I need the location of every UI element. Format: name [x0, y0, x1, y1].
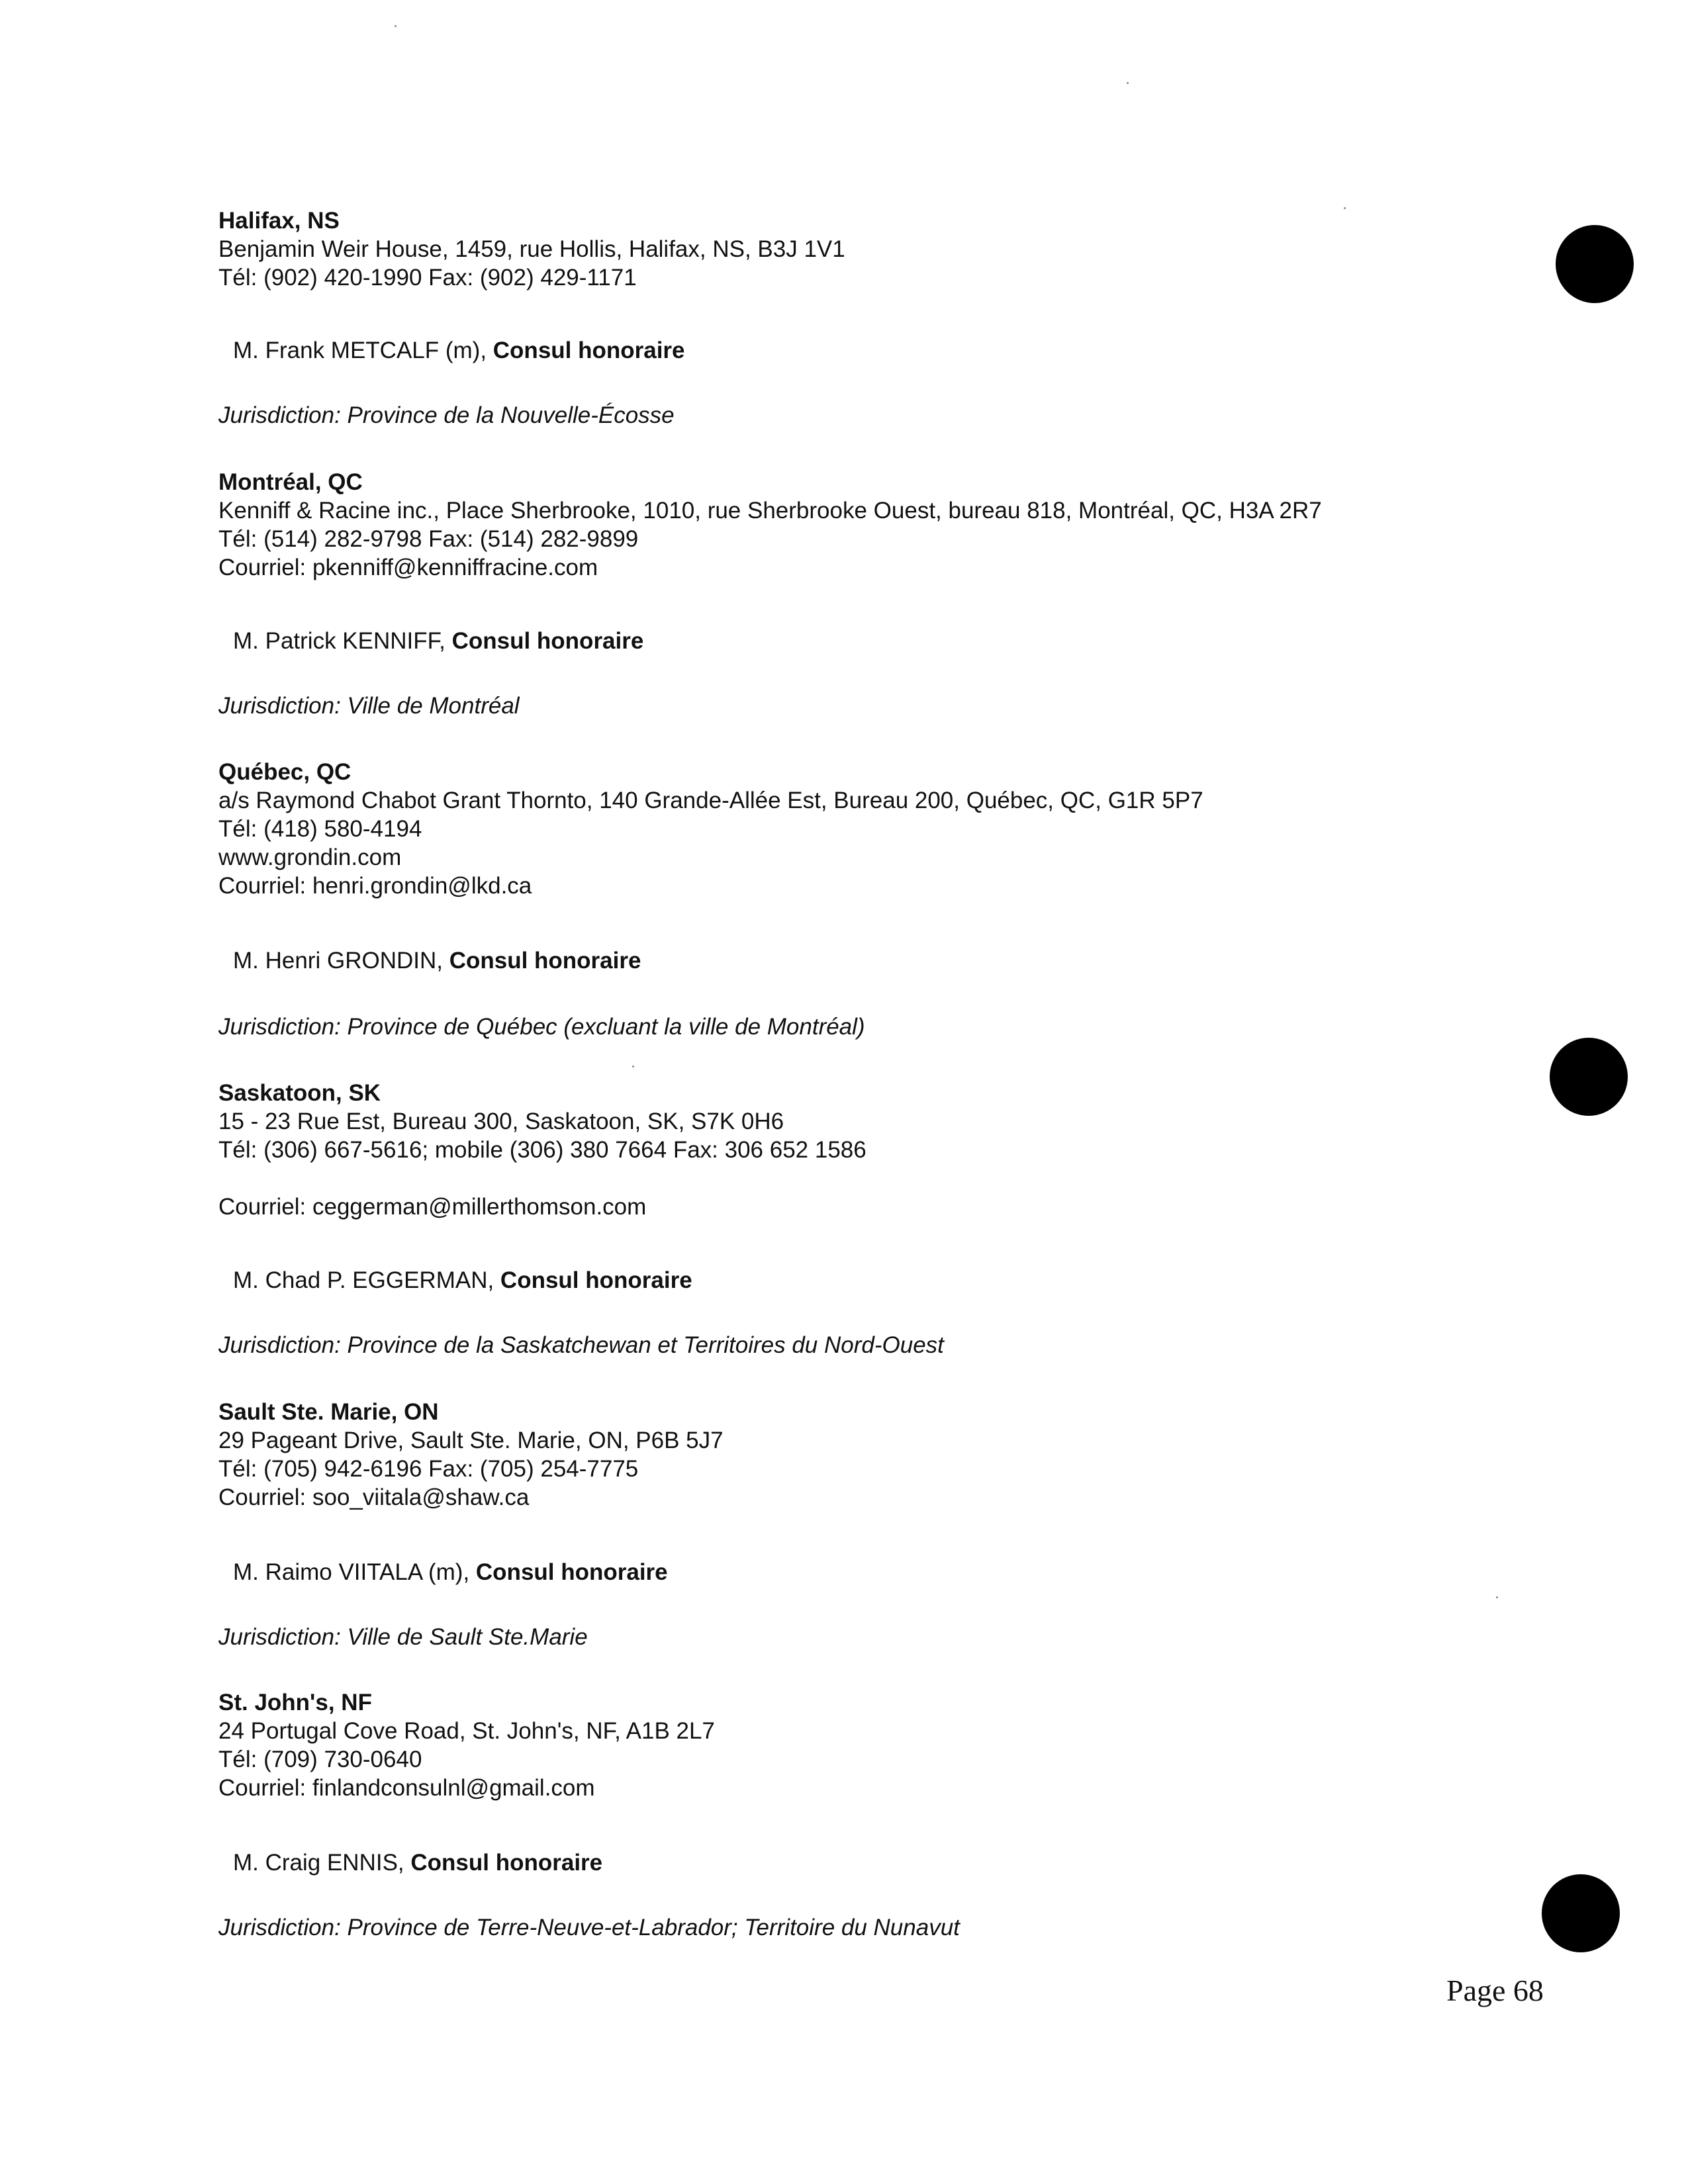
- city-heading: Halifax, NS: [218, 208, 340, 234]
- consul-name: M. Raimo VIITALA (m),: [233, 1559, 476, 1585]
- phone-line: Tél: (902) 420-1990 Fax: (902) 429-1171: [218, 265, 637, 291]
- consul-name: M. Henri GRONDIN,: [233, 948, 449, 974]
- consul-line: [233, 336, 685, 365]
- address-line: Kenniff & Racine inc., Place Sherbrooke, 1010, rue Sherbrooke Ouest, bureau 818, Montréal, QC, H3A 2R7: [218, 498, 1322, 523]
- city-heading: Saskatoon, SK: [218, 1080, 381, 1106]
- address-line: 24 Portugal Cove Road, St. John's, NF, A1B 2L7: [218, 1718, 715, 1744]
- phone-line: Tél: (306) 667-5616; mobile (306) 380 7664 Fax: 306 652 1586: [218, 1137, 867, 1163]
- scan-speck: [1127, 82, 1129, 84]
- entry-saskatoon: [218, 1079, 1476, 1221]
- phone-line: Tél: (418) 580-4194: [218, 816, 422, 842]
- consul-name: M. Frank METCALF (m),: [233, 338, 493, 363]
- email-line: Courriel: pkenniff@kenniffracine.com: [218, 555, 598, 580]
- jurisdiction-line: Jurisdiction: Province de Terre-Neuve-et-Labrador; Territoire du Nunavut: [218, 1915, 960, 1940]
- scan-speck: [632, 1066, 634, 1068]
- entry-st-johns: [218, 1688, 1476, 1802]
- city-heading: Montréal, QC: [218, 469, 363, 495]
- scan-speck: [395, 25, 397, 27]
- consul-name: M. Craig ENNIS,: [233, 1850, 411, 1876]
- blank-line: [218, 1164, 1476, 1193]
- address-line: 29 Pageant Drive, Sault Ste. Marie, ON, P6B 5J7: [218, 1428, 724, 1453]
- email-line: Courriel: ceggerman@millerthomson.com: [218, 1194, 647, 1220]
- page-number: Page 68: [1446, 1974, 1544, 2007]
- city-heading: Sault Ste. Marie, ON: [218, 1399, 439, 1425]
- phone-line: Tél: (709) 730-0640: [218, 1747, 422, 1772]
- consul-title: Consul honoraire: [475, 1559, 668, 1585]
- consul-line: [233, 1848, 602, 1877]
- consul-line: [233, 1558, 668, 1586]
- punch-hole: [1556, 225, 1634, 303]
- consul-title: Consul honoraire: [449, 948, 641, 974]
- entry-sault-ste-marie: [218, 1398, 1476, 1512]
- consul-title: Consul honoraire: [492, 338, 685, 363]
- jurisdiction-line: Jurisdiction: Province de la Nouvelle-Écosse: [218, 402, 675, 428]
- consul-title: Consul honoraire: [410, 1850, 603, 1876]
- punch-hole: [1550, 1038, 1628, 1116]
- consul-title: Consul honoraire: [500, 1267, 692, 1293]
- jurisdiction-line: Jurisdiction: Ville de Sault Ste.Marie: [218, 1624, 588, 1650]
- city-heading: St. John's, NF: [218, 1690, 372, 1715]
- scan-speck: [1496, 1596, 1498, 1598]
- entry-montreal: [218, 468, 1476, 582]
- scan-speck: [1344, 207, 1346, 209]
- address-line: 15 - 23 Rue Est, Bureau 300, Saskatoon, SK, S7K 0H6: [218, 1109, 784, 1134]
- email-line: Courriel: finlandconsulnl@gmail.com: [218, 1775, 595, 1801]
- consul-title: Consul honoraire: [451, 628, 644, 654]
- punch-hole: [1542, 1874, 1620, 1952]
- jurisdiction-line: Jurisdiction: Province de Québec (excluant la ville de Montréal): [218, 1014, 865, 1040]
- jurisdiction-line: Jurisdiction: Ville de Montréal: [218, 693, 520, 719]
- phone-line: Tél: (514) 282-9798 Fax: (514) 282-9899: [218, 526, 639, 552]
- consul-line: [233, 946, 641, 975]
- website-line: www.grondin.com: [218, 844, 402, 870]
- address-line: Benjamin Weir House, 1459, rue Hollis, Halifax, NS, B3J 1V1: [218, 236, 845, 262]
- address-line: a/s Raymond Chabot Grant Thornto, 140 Grande-Allée Est, Bureau 200, Québec, QC, G1R 5P7: [218, 788, 1203, 813]
- jurisdiction-line: Jurisdiction: Province de la Saskatchewan et Territoires du Nord-Ouest: [218, 1332, 944, 1358]
- entry-halifax: [218, 206, 1476, 292]
- email-line: Courriel: henri.grondin@lkd.ca: [218, 873, 532, 899]
- entry-quebec: [218, 758, 1476, 900]
- consul-line: [233, 1266, 692, 1295]
- consul-name: M. Chad P. EGGERMAN,: [233, 1267, 500, 1293]
- city-heading: Québec, QC: [218, 759, 352, 785]
- consul-name: M. Patrick KENNIFF,: [233, 628, 452, 654]
- phone-line: Tél: (705) 942-6196 Fax: (705) 254-7775: [218, 1456, 639, 1482]
- email-line: Courriel: soo_viitala@shaw.ca: [218, 1484, 530, 1510]
- consul-line: [233, 627, 643, 655]
